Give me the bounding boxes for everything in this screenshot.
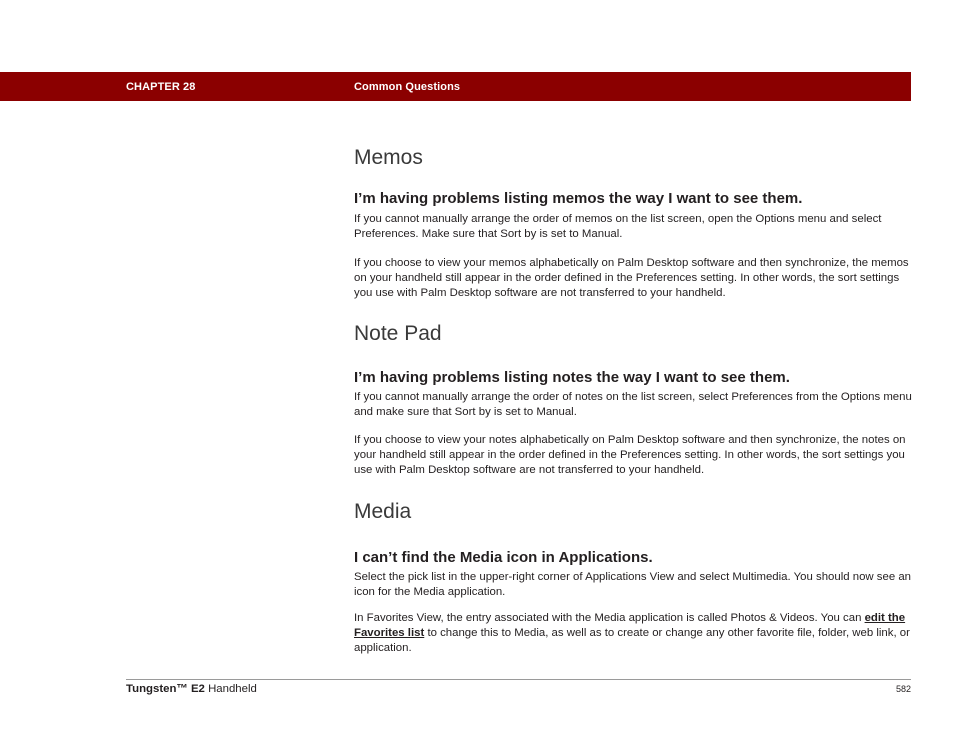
chapter-label: CHAPTER 28 [126,81,196,93]
paragraph-media-2-after-link: to change this to Media, as well as to create or change any other favorite file, folder, web link, or application. [354,626,910,654]
chapter-title: Common Questions [354,81,461,93]
footer-divider [126,679,911,680]
paragraph-media-2 [354,611,914,655]
paragraph-note-pad-2: If you choose to view your notes alphabetically on Palm Desktop software and then synchronize, the notes on your handheld still appear in the order defined in the Preferences setting. In other words, the sort settings you use with Palm Desktop software are not transferred to your handheld. [354,434,906,476]
section-title-memos: Memos [354,146,423,169]
page-number: 582 [895,684,911,694]
edit-favorites-link[interactable]: edit the Favorites list [354,612,906,639]
footer-product-name: Tungsten™ E2 [126,683,205,695]
question-media: I can’t find the Media icon in Applications. [354,549,653,566]
section-title-note-pad: Note Pad [354,322,442,345]
paragraph-memos-1: If you cannot manually arrange the order of memos on the list screen, open the Options menu and select Preferences. Make sure that Sort by is set to Manual. [354,213,882,240]
footer-product [126,683,257,695]
question-note-pad: I’m having problems listing notes the way I want to see them. [354,369,790,386]
question-memos: I’m having problems listing memos the way I want to see them. [354,190,803,207]
paragraph-note-pad-1: If you cannot manually arrange the order of notes on the list screen, select Preferences from the Options menu and make sure that Sort by is set to Manual. [354,391,912,418]
paragraph-media-1: Select the pick list in the upper-right corner of Applications View and select Multimedia. You should now see an icon for the Media application. [354,571,911,598]
footer-product-suffix: Handheld [204,683,257,695]
paragraph-memos-2: If you choose to view your memos alphabetically on Palm Desktop software and then synchronize, the memos on your handheld still appear in the order defined in the Preferences setting. In other words, the sort settings you use with Palm Desktop software are not transferred to your handheld. [354,257,909,299]
paragraph-media-2-before-link: In Favorites View, the entry associated with the Media application is called Photos & Videos. You can [354,612,865,624]
section-title-media: Media [354,500,412,523]
